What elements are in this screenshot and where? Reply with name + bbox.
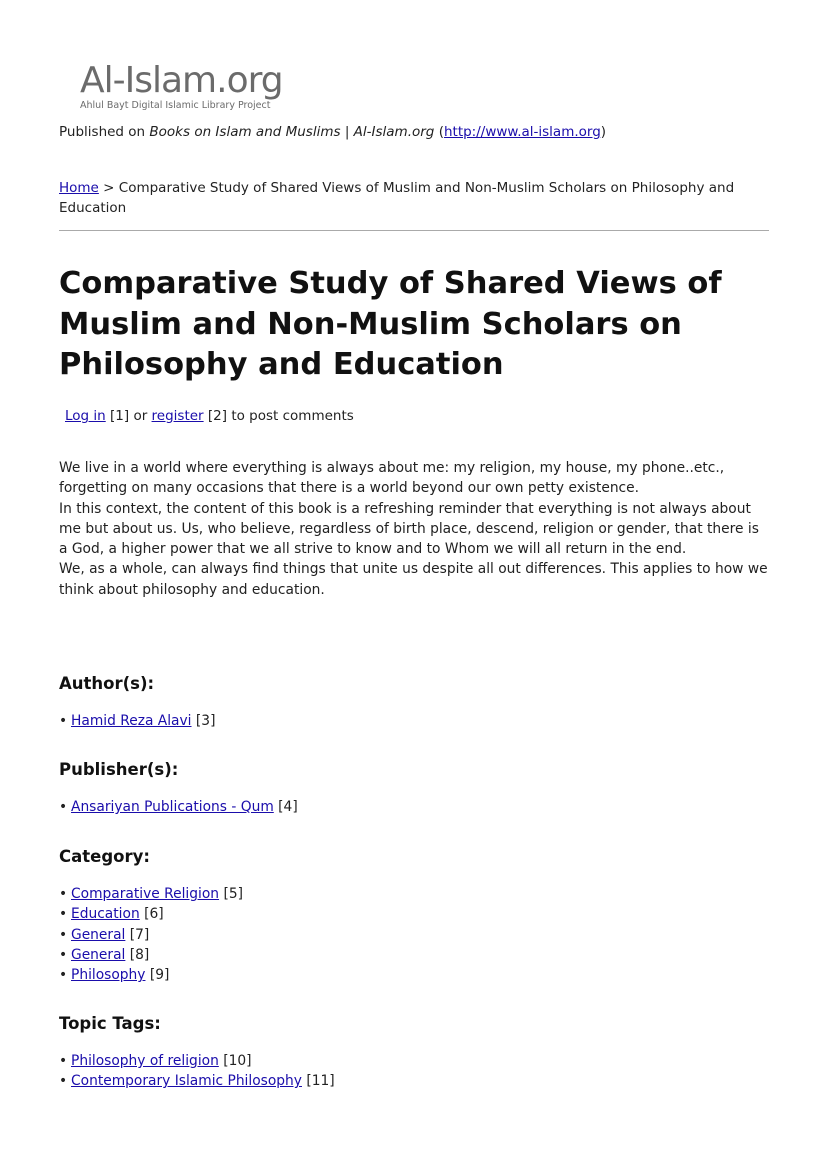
ref-number: [3] — [195, 713, 216, 729]
category-link[interactable]: General — [71, 926, 126, 943]
page-title: Comparative Study of Shared Views of Muslim and Non-Muslim Scholars on Philosophy and Education — [59, 266, 722, 382]
bullet-icon: • — [59, 1053, 68, 1069]
list-item — [59, 965, 243, 985]
comment-login-prompt — [65, 408, 354, 424]
bullet-icon: • — [59, 713, 68, 729]
site-logo[interactable] — [80, 60, 312, 118]
author-link[interactable]: Hamid Reza Alavi — [71, 713, 192, 729]
list-item — [59, 945, 243, 965]
breadcrumb-home-link[interactable]: Home — [59, 180, 99, 196]
category-heading: Category: — [59, 847, 150, 866]
register-link[interactable]: register — [151, 408, 204, 424]
list-item — [59, 904, 243, 924]
list-item — [59, 797, 298, 817]
ref-number: [7] — [129, 926, 150, 943]
divider — [59, 230, 769, 231]
login-link[interactable]: Log in — [65, 408, 106, 424]
category-link[interactable]: General — [71, 946, 126, 963]
bullet-icon: • — [59, 967, 68, 984]
ref-number: [10] — [223, 1053, 252, 1069]
description-paragraph: In this context, the content of this book is a refreshing reminder that everything is not always about me but about us. Us, who believe, regardless of birth place, descend, religion or gender, that there is a God, a higher power that we all strive to know and to Whom we will all return in the end. — [59, 500, 759, 558]
topic-tag-link[interactable]: Contemporary Islamic Philosophy — [71, 1073, 302, 1090]
ref-number: [8] — [129, 946, 150, 963]
category-link[interactable]: Education — [71, 906, 140, 923]
published-open-paren: ( — [438, 124, 444, 140]
published-line — [59, 124, 606, 140]
description-paragraph: We, as a whole, can always find things that unite us despite all out differences. This applies to how we think about philosophy and education. — [59, 561, 768, 598]
breadcrumb-current: Comparative Study of Shared Views of Muslim and Non-Muslim Scholars on Philosophy and Education — [59, 180, 735, 216]
published-site-name: Books on Islam and Muslims | Al-Islam.org — [149, 124, 435, 140]
ref-number: [6] — [144, 906, 164, 923]
authors-heading: Author(s): — [59, 674, 155, 693]
bullet-icon: • — [59, 926, 68, 943]
book-description — [59, 458, 771, 600]
publisher-link[interactable]: Ansariyan Publications - Qum — [71, 799, 274, 815]
publishers-heading: Publisher(s): — [59, 760, 179, 779]
publishers-list — [59, 797, 298, 817]
category-link[interactable]: Comparative Religion — [71, 886, 220, 902]
register-ref: [2] — [207, 408, 228, 424]
ref-number: [5] — [223, 886, 243, 902]
list-item — [59, 711, 215, 731]
description-paragraph: We live in a world where everything is always about me: my religion, my house, my phone..etc., forgetting on many occasions that there is a world beyond our own petty existence. — [59, 460, 725, 497]
topic-tags-heading: Topic Tags: — [59, 1014, 161, 1033]
category-link[interactable]: Philosophy — [71, 967, 146, 984]
ref-number: [11] — [306, 1073, 335, 1090]
breadcrumb-separator: > — [103, 180, 115, 196]
login-ref: [1] — [110, 408, 130, 424]
bullet-icon: • — [59, 799, 68, 815]
list-item — [59, 925, 243, 945]
breadcrumb — [59, 178, 739, 218]
bullet-icon: • — [59, 886, 68, 902]
published-close-paren: ) — [600, 124, 607, 140]
list-item — [59, 884, 243, 904]
comment-or-text: or — [133, 408, 148, 424]
published-url-link[interactable]: http://www.al-islam.org — [443, 124, 601, 140]
logo-tagline: Ahlul Bayt Digital Islamic Library Project — [80, 100, 271, 111]
bullet-icon: • — [59, 946, 68, 963]
ref-number: [9] — [149, 967, 170, 984]
list-item — [59, 1051, 335, 1071]
list-item — [59, 1071, 335, 1091]
category-list — [59, 884, 243, 985]
bullet-icon: • — [59, 1073, 68, 1090]
logo-wordmark: Al-Islam.org — [80, 60, 283, 101]
ref-number: [4] — [278, 799, 298, 815]
comment-suffix: to post comments — [231, 408, 354, 424]
published-prefix: Published on — [59, 124, 146, 140]
topic-tag-link[interactable]: Philosophy of religion — [71, 1053, 219, 1069]
topic-tags-list — [59, 1051, 335, 1092]
bullet-icon: • — [59, 906, 68, 923]
authors-list — [59, 711, 215, 731]
